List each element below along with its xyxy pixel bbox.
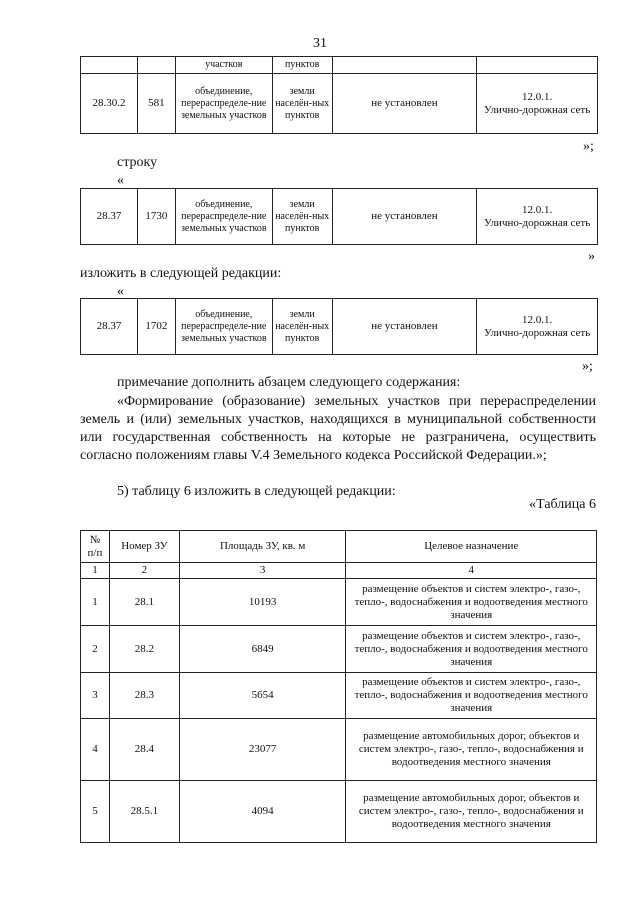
note-intro: примечание дополнить абзацем следующего содержания:	[117, 375, 461, 390]
table-header: Целевое назначение	[346, 531, 597, 563]
table-a	[80, 56, 598, 134]
col-number: 3	[179, 563, 346, 579]
quote-open: «	[117, 284, 124, 299]
table-row	[81, 579, 597, 626]
table-header: Площадь ЗУ, кв. м	[179, 531, 346, 563]
cell-n: 2	[81, 626, 110, 673]
table-cell: 1702	[137, 299, 175, 355]
use-name: Улично-дорожная сеть	[484, 216, 591, 229]
table-cell: объединение, перераспределе-ние земельных участков	[175, 299, 272, 355]
table-b	[80, 188, 598, 245]
cell-area: 23077	[179, 719, 346, 781]
use-name: Улично-дорожная сеть	[484, 326, 591, 339]
text-line: строку	[117, 155, 158, 170]
note-body: «Формирование (образование) земельных участков при перераспределении земель и (или) земельных участков, находящихся в муниципальной собственности или государственная собственность на которые не разграничена, осуществить согласно положениям главы V.4 Земельного кодекса Российской Федерации.»;	[80, 394, 596, 463]
table-cell	[477, 74, 598, 134]
cell-purpose: размещение автомобильных дорог, объектов и систем электро-, газо-, тепло-, водоснабжения и водоотведения местного значения	[346, 781, 597, 843]
cell-n: 5	[81, 781, 110, 843]
table-cell: 581	[137, 74, 175, 134]
quote-close: »	[588, 249, 595, 264]
table-c	[80, 298, 598, 355]
cell-zu: 28.1	[109, 579, 179, 626]
col-number: 4	[346, 563, 597, 579]
cell-area: 5654	[179, 673, 346, 719]
table-header: Номер ЗУ	[109, 531, 179, 563]
cell-n: 3	[81, 673, 110, 719]
table-cell: пунктов	[272, 57, 332, 74]
table-cell: земли населён-ных пунктов	[272, 299, 332, 355]
table-cell: не установлен	[332, 299, 477, 355]
table-cell: объединение, перераспределе-ние земельных участков	[175, 74, 272, 134]
use-code: 12.0.1.	[522, 313, 553, 326]
table-6	[80, 530, 597, 843]
table-cell: 28.30.2	[81, 74, 138, 134]
cell-purpose: размещение объектов и систем электро-, газо-, тепло-, водоснабжения и водоотведения местного значения	[346, 579, 597, 626]
table-cell: 28.37	[81, 189, 138, 245]
cell-area: 6849	[179, 626, 346, 673]
cell-n: 4	[81, 719, 110, 781]
table-cell: не установлен	[332, 189, 477, 245]
table-cell: земли населён-ных пунктов	[272, 74, 332, 134]
cell-zu: 28.4	[109, 719, 179, 781]
table-cell	[477, 299, 598, 355]
col-number: 1	[81, 563, 110, 579]
table-row	[81, 719, 597, 781]
table-cell: 1730	[137, 189, 175, 245]
cell-purpose: размещение автомобильных дорог, объектов и систем электро-, газо-, тепло-, водоснабжения и водоотведения местного значения	[346, 719, 597, 781]
cell-n: 1	[81, 579, 110, 626]
table-cell	[477, 189, 598, 245]
cell-zu: 28.5.1	[109, 781, 179, 843]
table-cell: 28.37	[81, 299, 138, 355]
cell-purpose: размещение объектов и систем электро-, газо-, тепло-, водоснабжения и водоотведения местного значения	[346, 626, 597, 673]
cell-zu: 28.3	[109, 673, 179, 719]
table-cell: участков	[175, 57, 272, 74]
table-row	[81, 626, 597, 673]
item-5: 5) таблицу 6 изложить в следующей редакции:	[117, 484, 396, 499]
table-cell: не установлен	[332, 74, 477, 134]
use-name: Улично-дорожная сеть	[484, 103, 591, 116]
cell-zu: 28.2	[109, 626, 179, 673]
cell-area: 10193	[179, 579, 346, 626]
quote-close: »;	[583, 139, 594, 154]
table-row	[81, 673, 597, 719]
text-line: изложить в следующей редакции:	[80, 266, 282, 281]
cell-area: 4094	[179, 781, 346, 843]
table-row	[81, 781, 597, 843]
use-code: 12.0.1.	[522, 203, 553, 216]
quote-open: «	[117, 173, 124, 188]
page-number: 31	[313, 36, 327, 51]
table6-caption: «Таблица 6	[529, 497, 596, 512]
quote-close: »;	[582, 359, 593, 374]
use-code: 12.0.1.	[522, 90, 553, 103]
cell-purpose: размещение объектов и систем электро-, газо-, тепло-, водоснабжения и водоотведения местного значения	[346, 673, 597, 719]
col-number: 2	[109, 563, 179, 579]
table-cell: земли населён-ных пунктов	[272, 189, 332, 245]
table-header: № п/п	[81, 531, 110, 563]
table-cell: объединение, перераспределе-ние земельных участков	[175, 189, 272, 245]
